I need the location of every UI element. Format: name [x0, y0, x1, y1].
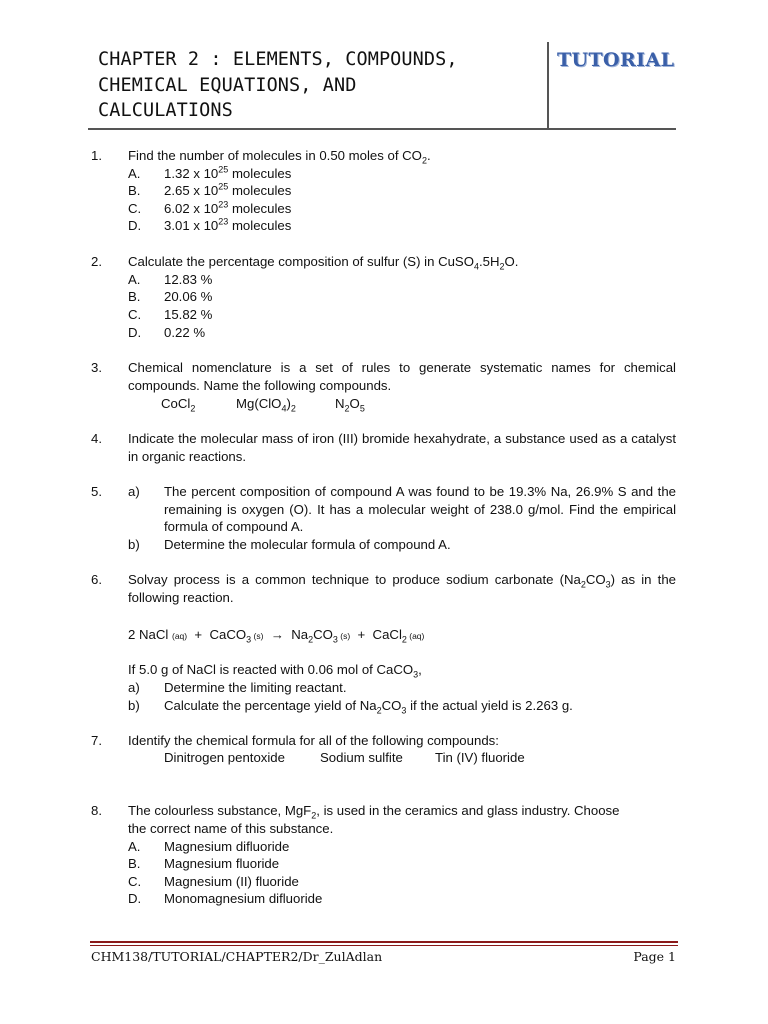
subpart-label: a) [128, 680, 140, 695]
chapter-title-line-3: CALCULATIONS [98, 100, 233, 121]
subpart-text: Determine the molecular formula of compound A. [164, 537, 451, 552]
page-number: Page 1 [633, 949, 676, 964]
subpart-label: b) [128, 537, 140, 552]
chapter-title [98, 47, 538, 124]
option-text: 20.06 % [164, 289, 213, 304]
question-number: 4. [91, 431, 102, 446]
option-text: 6.02 x $10^{23}$ molecules [164, 199, 292, 216]
question-text: Indicate the molecular mass of iron (III) bromide hexahydrate, a substance used as a catalyst in organic reactions. [128, 431, 676, 464]
compound-formula: $N_2O_5$ [335, 396, 365, 414]
option-letter: A. [128, 166, 141, 181]
option-letter: B. [128, 856, 141, 871]
compound-name: Tin (IV) fluoride [435, 750, 525, 765]
subpart-text: Calculate the percentage yield of $Na_2CO_3$ if the actual yield is 2.263 g. [164, 698, 573, 716]
option-letter: A. [128, 272, 141, 287]
question-text: Identify the chemical formula for all of the following compounds: [128, 733, 499, 748]
option-text: Monomagnesium difluoride [164, 891, 323, 906]
page-header [88, 42, 676, 130]
question-text: Solvay process is a common technique to produce sodium carbonate $(Na_2CO_3)$ as in the following reaction. [128, 572, 676, 605]
footer-rule [90, 941, 678, 943]
option-text: 3.01 x $10^{23}$ molecules [164, 216, 292, 233]
question-number: 2. [91, 254, 102, 269]
subpart-label: b) [128, 698, 140, 713]
chemical-equation: 2 NaCl (aq) + CaCO$_3$ $(s) \to Na_2CO_3$ (s) + CaCl$_2$ (aq) [128, 627, 425, 645]
chapter-title-line-2: CHEMICAL EQUATIONS, AND [98, 74, 357, 96]
question-text: Calculate the percentage composition of sulfur (S) in $CuSO_4.5H_2O$. [128, 254, 519, 272]
question-text: The colourless substance, MgF$_2$, is used in the ceramics and glass industry. Choose [128, 803, 620, 821]
question-text: Chemical nomenclature is a set of rules to generate systematic names for chemical compounds. Name the following compounds. [128, 360, 676, 393]
compound-formula: $Mg(ClO_4)_2$ [236, 396, 296, 414]
option-letter: D. [128, 218, 142, 233]
option-text: Magnesium fluoride [164, 856, 280, 871]
option-letter: A. [128, 839, 141, 854]
option-text: 0.22 % [164, 325, 206, 340]
option-text: 1.32 x $10^{25}$ molecules [164, 164, 292, 181]
subpart-text: Determine the limiting reactant. [164, 680, 347, 695]
option-letter: D. [128, 325, 142, 340]
header-divider-vertical [547, 42, 549, 130]
question-number: 7. [91, 733, 102, 748]
option-text: Magnesium difluoride [164, 839, 290, 854]
option-letter: C. [128, 201, 142, 216]
compound-name: Sodium sulfite [320, 750, 403, 765]
footer-rule-thin [90, 945, 678, 946]
compound-formula: CoCl$_2$ [161, 396, 196, 414]
option-text: 2.65 x $10^{25}$ molecules [164, 181, 292, 198]
question-number: 5. [91, 484, 102, 499]
option-letter: B. [128, 289, 141, 304]
question-number: 3. [91, 360, 102, 375]
option-text: 12.83 % [164, 272, 213, 287]
option-letter: C. [128, 874, 142, 889]
subpart-label: a) [128, 484, 140, 499]
tutorial-badge: TUTORIAL [557, 49, 675, 71]
option-text: Magnesium (II) fluoride [164, 874, 299, 889]
question-number: 1. [91, 148, 102, 163]
question-number: 6. [91, 572, 102, 587]
option-letter: C. [128, 307, 142, 322]
option-letter: D. [128, 891, 142, 906]
footer-course-code: CHM138/TUTORIAL/CHAPTER2/Dr_ZulAdlan [91, 949, 383, 964]
option-text: 15.82 % [164, 307, 213, 322]
question-number: 8. [91, 803, 102, 818]
question-text: Find the number of molecules in 0.50 moles of $CO_2$. [128, 148, 431, 166]
option-letter: B. [128, 183, 141, 198]
compound-name: Dinitrogen pentoxide [164, 750, 285, 765]
chapter-title-line-1: CHAPTER 2 : ELEMENTS, COMPOUNDS, [98, 49, 458, 70]
question-text-continued: the correct name of this substance. [128, 821, 334, 836]
given-statement: If 5.0 g of NaCl is reacted with 0.06 mol of CaCO$_3$, [128, 662, 422, 680]
header-divider-horizontal [88, 128, 676, 130]
subpart-text: The percent composition of compound A was found to be 19.3% Na, 26.9% S and the remaining is oxygen (O). It has a molecular weight of 238.0 g/mol. Find the empirical formula of compound A. [164, 484, 676, 535]
